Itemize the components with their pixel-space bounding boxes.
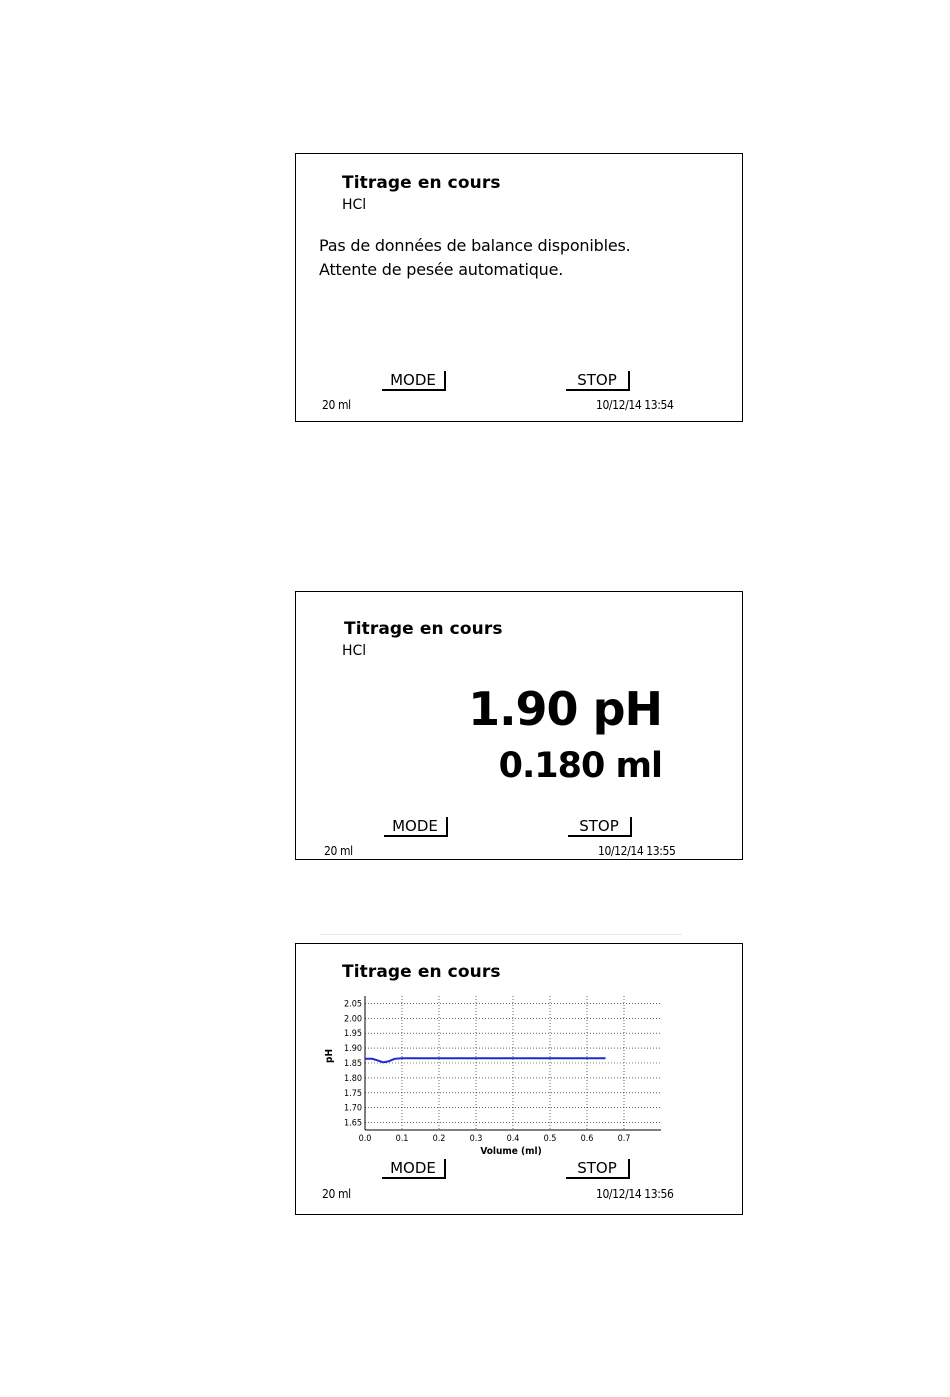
titration-curve-chart <box>321 992 666 1158</box>
volume-reading: 0.180 ml <box>498 746 662 786</box>
titration-screen-values <box>295 591 743 860</box>
datetime: 10/12/14 13:56 <box>596 1187 674 1201</box>
x-tick-label: 0.6 <box>580 1134 594 1144</box>
x-tick-label: 0.3 <box>469 1134 483 1144</box>
titration-screen-curve <box>295 943 743 1215</box>
x-tick-label: 0.2 <box>432 1134 446 1144</box>
mode-button[interactable]: MODE <box>382 1159 446 1179</box>
message-line-1: Pas de données de balance disponibles. <box>319 236 631 255</box>
screen-title: Titrage en cours <box>342 173 501 193</box>
ph-reading: 1.90 pH <box>468 682 662 736</box>
y-tick-label: 2.05 <box>343 999 362 1010</box>
y-tick-label: 1.85 <box>343 1059 362 1069</box>
x-tick-labels <box>359 1134 631 1144</box>
x-tick-label: 0.7 <box>617 1134 631 1144</box>
y-tick-label: 1.70 <box>343 1103 362 1114</box>
status-message <box>319 234 630 282</box>
burette-volume: 20 ml <box>322 1187 351 1201</box>
x-tick-label: 0.1 <box>395 1134 409 1144</box>
stop-button[interactable]: STOP <box>566 1159 630 1179</box>
stop-button[interactable]: STOP <box>566 371 630 391</box>
y-tick-label: 2.00 <box>343 1014 362 1025</box>
method-name: HCl <box>342 643 367 659</box>
x-axis-label: Volume (ml) <box>480 1146 542 1157</box>
ph-series-line <box>365 1058 606 1062</box>
y-tick-label: 1.75 <box>343 1088 362 1099</box>
x-tick-label: 0.4 <box>506 1134 520 1144</box>
mode-button[interactable]: MODE <box>384 817 448 837</box>
y-tick-label: 1.80 <box>343 1073 362 1084</box>
x-tick-label: 0.0 <box>358 1134 372 1144</box>
burette-volume: 20 ml <box>324 844 353 858</box>
y-axis-label: pH <box>324 1049 335 1063</box>
chart-grid <box>365 996 661 1130</box>
stop-button[interactable]: STOP <box>568 817 632 837</box>
screen-title: Titrage en cours <box>344 619 503 639</box>
screen-title: Titrage en cours <box>342 962 501 982</box>
burette-volume: 20 ml <box>322 398 351 412</box>
message-line-2: Attente de pesée automatique. <box>319 260 564 279</box>
datetime: 10/12/14 13:55 <box>598 844 676 858</box>
y-tick-label: 1.90 <box>343 1044 362 1055</box>
y-tick-labels <box>344 999 362 1128</box>
mode-button[interactable]: MODE <box>382 371 446 391</box>
method-name: HCl <box>342 197 367 213</box>
x-tick-label: 0.5 <box>543 1134 557 1144</box>
y-tick-label: 1.95 <box>343 1029 362 1040</box>
titration-screen-waiting <box>295 153 743 422</box>
datetime: 10/12/14 13:54 <box>596 398 674 412</box>
separator-line <box>320 934 682 935</box>
y-tick-label: 1.65 <box>343 1118 362 1129</box>
